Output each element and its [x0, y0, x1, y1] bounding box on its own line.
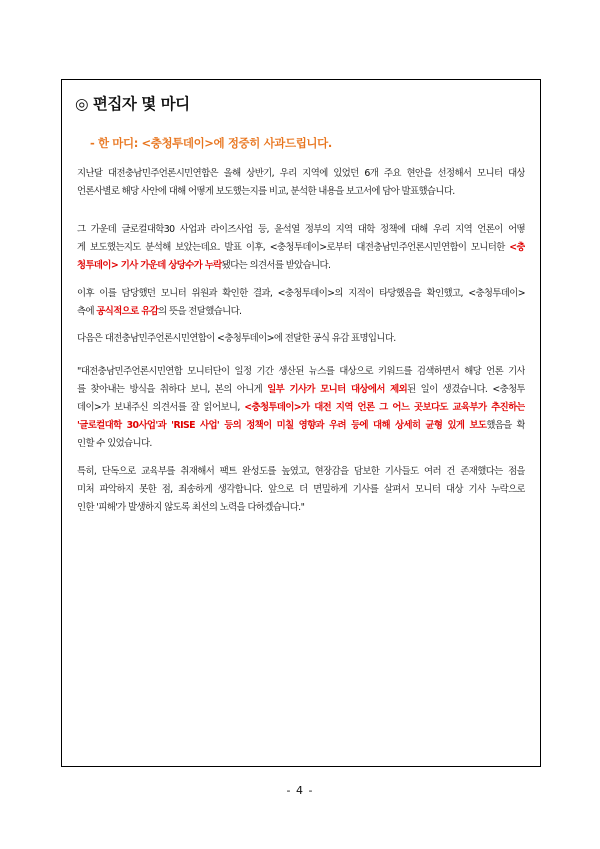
text-line: 이후 이를 담당했던 모니터 위원과 확인한 결과, <충청투데이>의 지적이 타당했음을 확인했고, <충청투데이>: [77, 288, 525, 299]
text-segment: 측에: [77, 306, 97, 317]
text-segment: 했음을 확: [486, 420, 525, 431]
text-line: 언론사별로 해당 사안에 대해 어떻게 보도했는지를 비교, 분석한 내용을 보고서에 담아 발표했습니다.: [77, 186, 455, 197]
paragraph-intro: [77, 165, 525, 201]
text-segment: 의 뜻을 전달했습니다.: [158, 306, 242, 317]
text-line: 인할 수 있었습니다.: [77, 438, 152, 449]
text-line: [77, 257, 525, 275]
highlight-text: <충청투데이>가 대전 지역 언론 그 어느 곳보다도 교육부가 추진하는: [244, 402, 525, 413]
page-number: - 4 -: [286, 784, 314, 797]
text-line: [77, 399, 525, 417]
text-line: 특히, 단독으로 교육부를 취재해서 팩트 완성도를 높였고, 현장감을 담보한 기사들도 여러 건 존재했다는 점을: [77, 466, 525, 477]
text-segment: 된 일이 생겼습니다. <충청투: [407, 384, 525, 395]
highlight-text: 공식적으로 유감: [96, 306, 159, 317]
text-line: 미처 파악하지 못한 점, 죄송하게 생각합니다. 앞으로 더 면밀하게 기사를 살펴서 모니터 대상 기사 누락으로: [77, 484, 525, 495]
text-segment: 됐다는 의견서를 받았습니다.: [221, 260, 331, 271]
text-line: [77, 239, 525, 257]
text-segment: 게 보도했는지도 분석해 보았는데요. 발표 이후, <충청투데이>로부터 대전충남민주언론시민연합이 모니터한: [77, 242, 510, 253]
text-line: [77, 303, 525, 321]
apology-subheading: - 한 마디: <충청투데이>에 정중히 사과드립니다.: [90, 136, 332, 150]
text-segment: 를 찾아내는 방식을 취하다 보니, 본의 아니게: [77, 384, 268, 395]
text-line: 다음은 대전충남민주언론시민연합이 <충청투데이>에 전달한 공식 유감 표명입니다.: [77, 333, 396, 344]
paragraph-context: [77, 221, 525, 275]
paragraph-closing: [77, 463, 525, 517]
highlight-text: '글로컬대학 30사업'과 'RISE 사업' 등의 정책이 미칠 영향과 우려 등에 대해 상세히 균형 있게 보도: [77, 420, 487, 431]
highlight-text: 일부 기사가 모니터 대상에서 제외: [267, 384, 408, 395]
highlight-text: 청투데이> 기사 가운데 상당수가 누락: [77, 260, 222, 271]
text-line: [77, 417, 525, 435]
text-line: [77, 381, 525, 399]
text-segment: 데이>가 보내주신 의견서를 잘 읽어보니,: [77, 402, 245, 413]
text-line: "대전충남민주언론시민연합 모니터단이 일정 기간 생산된 뉴스를 대상으로 키워드를 검색하면서 해당 언론 기사: [77, 366, 525, 377]
text-line: 지난달 대전충남민주언론시민연합은 올해 상반기, 우리 지역에 있었던 6개 주요 현안을 선정해서 모니터 대상: [77, 168, 525, 179]
paragraph-announcement: [77, 330, 525, 348]
text-line: 그 가운데 글로컬대학30 사업과 라이즈사업 등, 윤석열 정부의 지역 대학 정책에 대해 우리 지역 언론이 어떻: [77, 224, 525, 235]
paragraph-statement: [77, 363, 525, 453]
highlight-text: <충: [509, 242, 525, 253]
section-heading: ◎ 편집자 몇 마디: [75, 95, 190, 113]
paragraph-followup: [77, 285, 525, 321]
text-line: 인한 '피해'가 발생하지 않도록 최선의 노력을 다하겠습니다.": [77, 502, 305, 513]
